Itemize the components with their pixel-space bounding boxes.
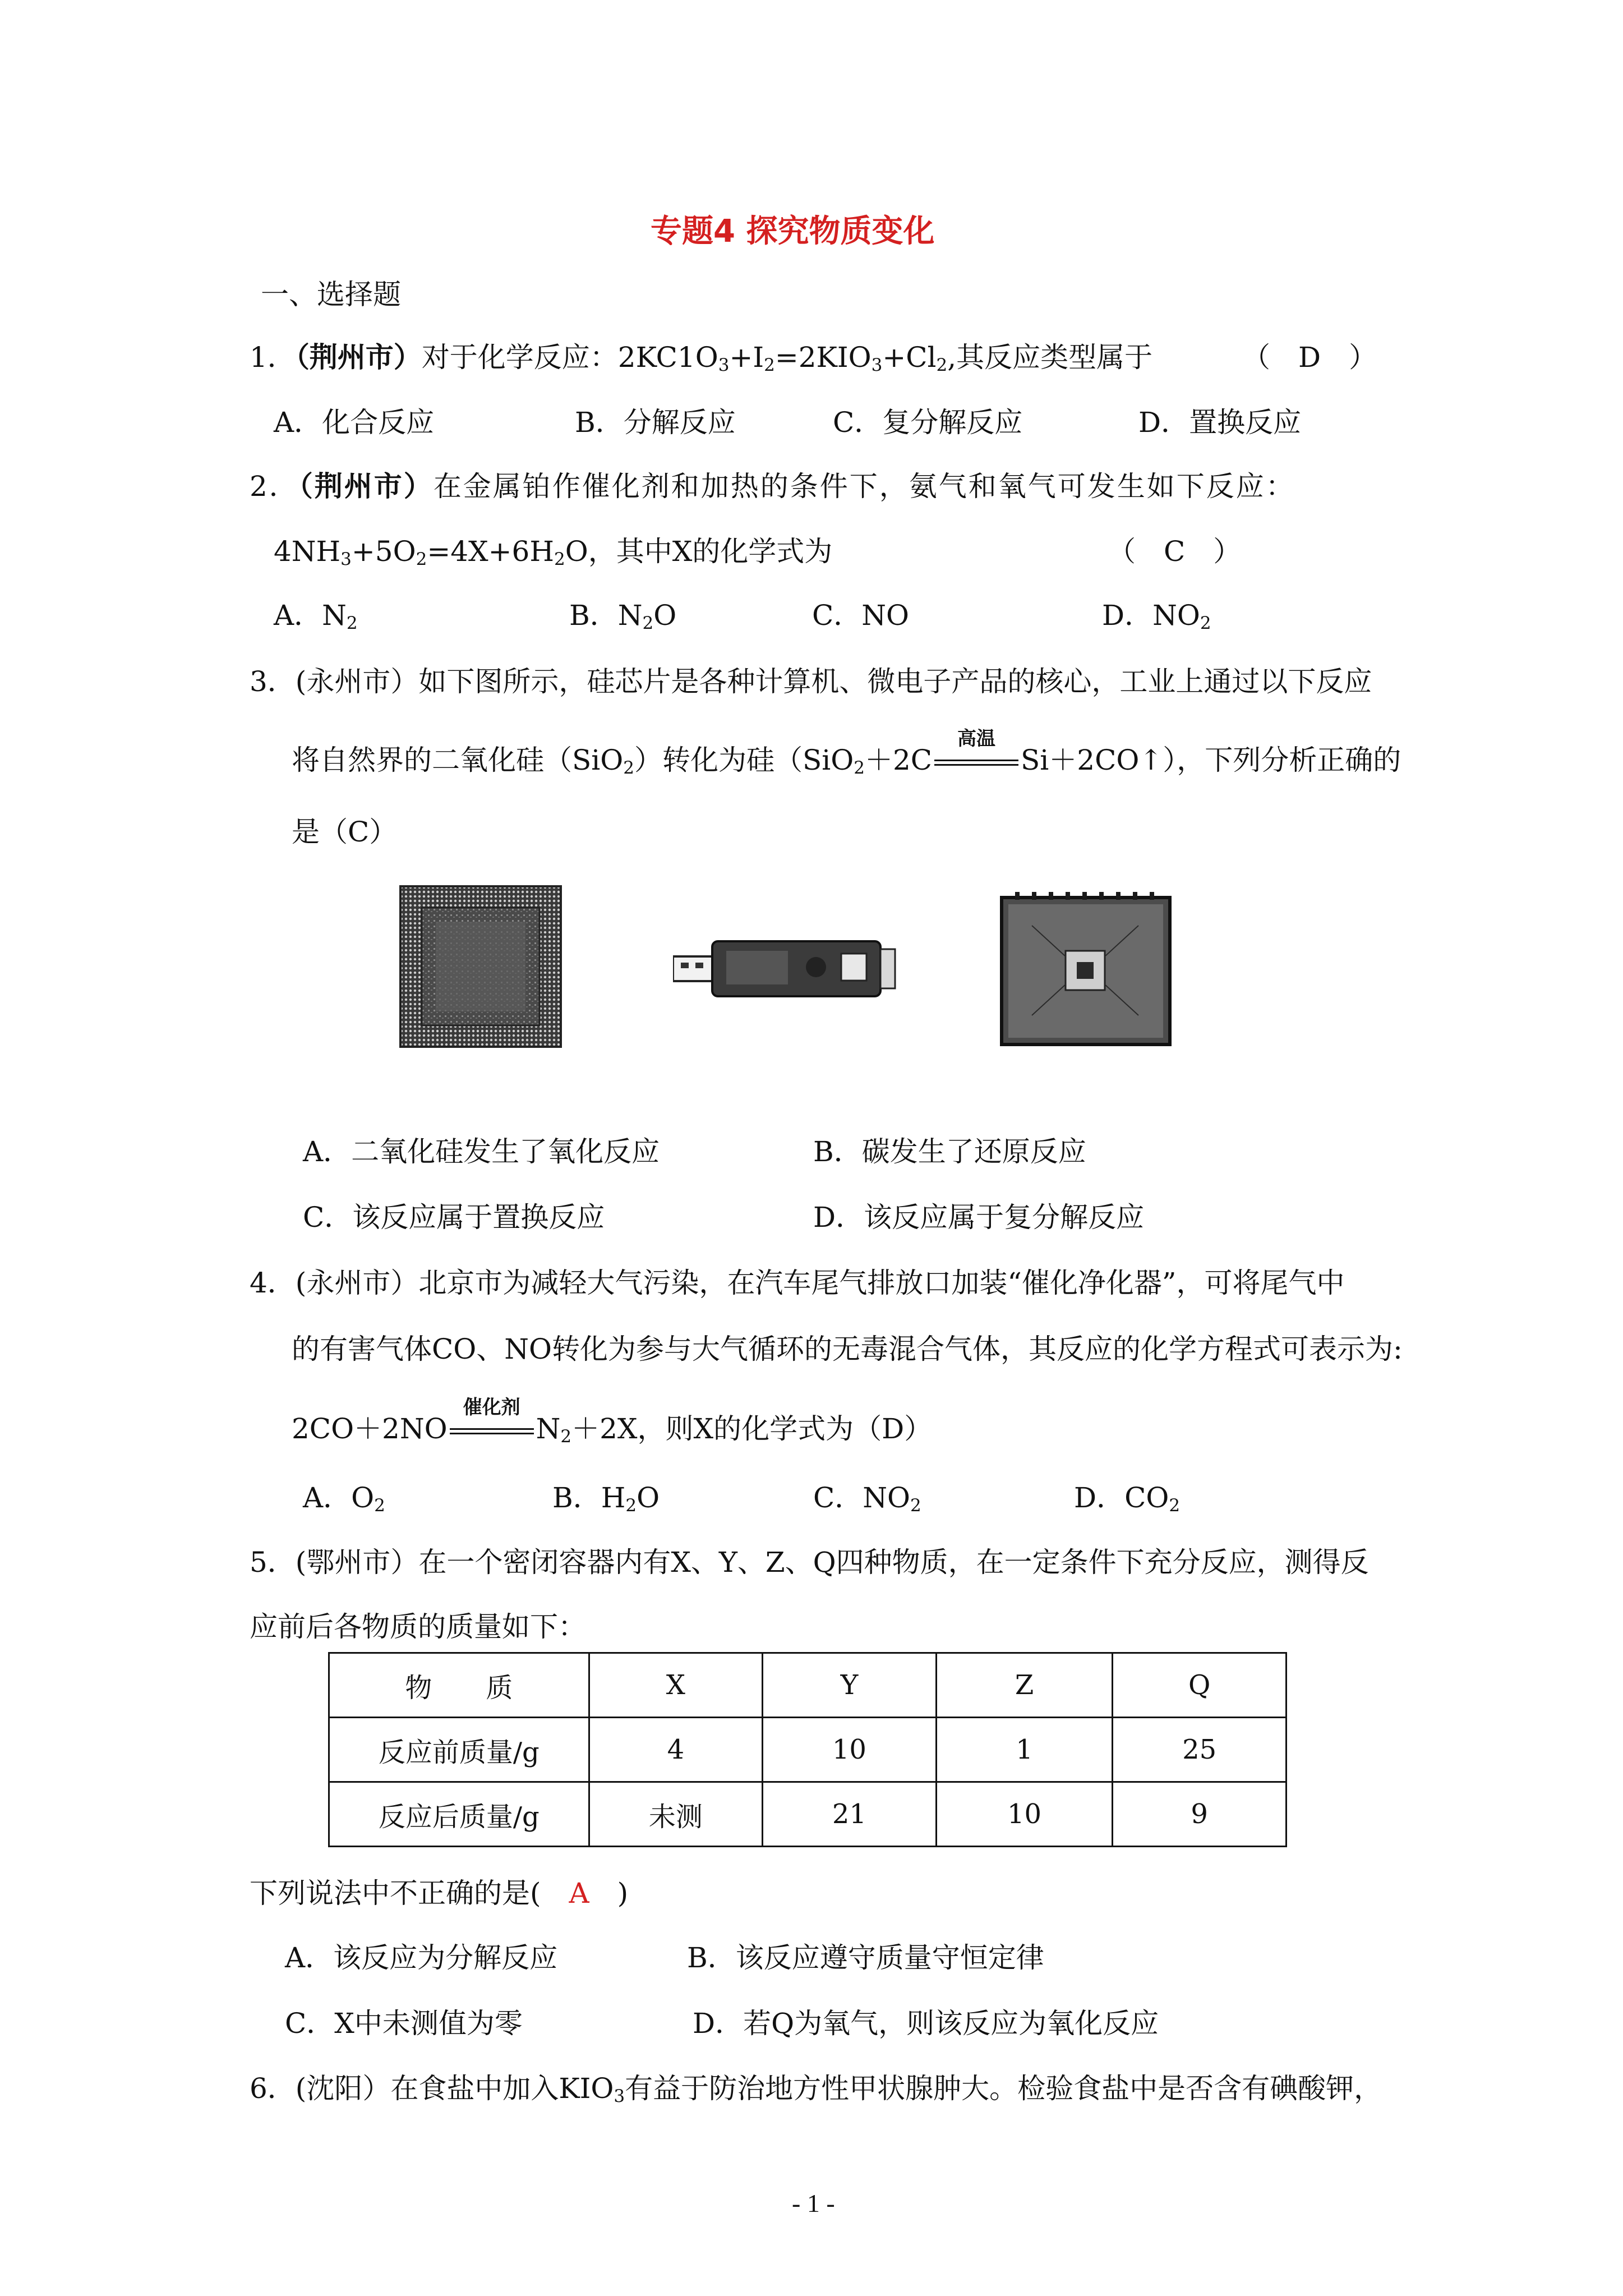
table-cell: 10 <box>936 1782 1113 1847</box>
q5-option-c: C．X中未测值为零 <box>285 2007 523 2040</box>
page-number: - 1 - <box>792 2189 835 2217</box>
q2-option-c: C．NO <box>812 599 909 632</box>
table-header-row <box>329 1653 1287 1718</box>
table-cell: 反应前质量/g <box>329 1718 589 1782</box>
question-5-line-1: 5．(鄂州市）在一个密闭容器内有X、Y、Z、Q四种物质，在一定条件下充分反应，测得反 <box>250 1546 1369 1579</box>
q5-option-d: D．若Q为氧气，则该反应为氧化反应 <box>693 2007 1159 2040</box>
table-header-cell: Z <box>936 1653 1113 1718</box>
table-cell: 反应后质量/g <box>329 1782 589 1847</box>
cpu-chip-image <box>399 885 562 1048</box>
q4-option-d: D．$CO_2$ <box>1074 1481 1181 1516</box>
integrated-circuit-image <box>998 892 1178 1049</box>
table-header-cell: X <box>589 1653 762 1718</box>
q1-option-b: B．分解反应 <box>575 406 736 439</box>
question-6-line-1: 6．(沈阳）在食盐中加入$KIO_3$有益于防治地方性甲状腺肿大。检验食盐中是否含有碘酸钾， <box>250 2072 1382 2106</box>
q3-option-b: B．碳发生了还原反应 <box>813 1135 1086 1168</box>
table-cell: 25 <box>1113 1718 1287 1782</box>
table-row <box>329 1718 1287 1782</box>
page-title: 专题4 探究物质变化 <box>651 213 935 250</box>
q4-option-c: C．$NO_2$ <box>813 1481 921 1516</box>
table-cell: 10 <box>763 1718 937 1782</box>
table-cell: 未测 <box>589 1782 762 1847</box>
table-cell: 4 <box>589 1718 762 1782</box>
q3-option-d: D．该反应属于复分解反应 <box>813 1201 1145 1234</box>
catalyst-condition-arrow: 催化剂 <box>450 1423 534 1439</box>
table-row <box>329 1782 1287 1847</box>
q1-option-d: D．置换反应 <box>1138 406 1302 439</box>
table-cell: 1 <box>936 1718 1113 1782</box>
q4-option-b: B．$H_2O$ <box>552 1481 660 1516</box>
table-cell: 9 <box>1113 1782 1287 1847</box>
question-4-equation: 2CO＋2NO 催化剂 $N_2+2X$，则X的化学式为（D） <box>292 1396 933 1447</box>
reaction-condition-arrow: 高温 <box>934 754 1018 771</box>
question-5-prompt: 下列说法中不正确的是( A ) <box>250 1877 629 1910</box>
section-heading: 一、选择题 <box>261 278 401 311</box>
q1-option-a: A．化合反应 <box>274 406 435 439</box>
question-5-line-2: 应前后各物质的质量如下： <box>250 1611 586 1643</box>
question-2: 2．（荆州市）在金属铂作催化剂和加热的条件下，氨气和氧气可发生如下反应： <box>250 470 1295 503</box>
q3-option-a: A．二氧化硅发生了氧化反应 <box>303 1135 660 1168</box>
q5-option-a: A．该反应为分解反应 <box>285 1941 558 1974</box>
q2-option-b: B．$N_2O$ <box>569 599 677 633</box>
question-2-answer: （ C ） <box>1108 535 1242 568</box>
question-3-line-2: 将自然界的二氧化硅（SiO$_2$）转化为硅（SiO$_2$＋2C 高温 Si＋2CO↑），下列分析正确的 <box>292 728 1401 778</box>
question-3-line-3: 是（C） <box>292 816 398 848</box>
question-5-answer: A <box>569 1877 589 1910</box>
mass-table <box>328 1652 1287 1847</box>
q5-option-b: B．该反应遵守质量守恒定律 <box>687 1941 1044 1974</box>
question-4-line-1: 4．(永州市）北京市为减轻大气污染，在汽车尾气排放口加装“催化净化器”，可将尾气中 <box>250 1267 1345 1299</box>
table-cell: 21 <box>763 1782 937 1847</box>
q4-option-a: A．$O_2$ <box>303 1481 385 1516</box>
question-1-answer: （ D ） <box>1242 341 1377 374</box>
q3-option-c: C．该反应属于置换反应 <box>303 1201 605 1234</box>
question-3-line-1: 3．(永州市）如下图所示，硅芯片是各种计算机、微电子产品的核心，工业上通过以下反应 <box>250 665 1372 698</box>
usb-drive-image <box>673 926 897 1010</box>
question-4-line-2: 的有害气体CO、NO转化为参与大气循环的无毒混合气体，其反应的化学方程式可表示为: <box>292 1333 1403 1365</box>
question-2-equation: $4NH_3+5O_2=4X+6H_2O$，其中X的化学式为 <box>274 535 833 569</box>
q2-option-d: D．$NO_2$ <box>1102 599 1211 633</box>
table-header-cell: Q <box>1113 1653 1287 1718</box>
q1-option-c: C．复分解反应 <box>833 406 1023 439</box>
q2-option-a: A．$N_2$ <box>274 599 358 633</box>
table-header-cell: Y <box>763 1653 937 1718</box>
question-1: 1．（荆州市）对于化学反应：$2KC1O_3+I_2=2KIO_3+Cl_2$,其反应类型属于 <box>250 341 1153 375</box>
table-header-cell: 物 质 <box>329 1653 589 1718</box>
